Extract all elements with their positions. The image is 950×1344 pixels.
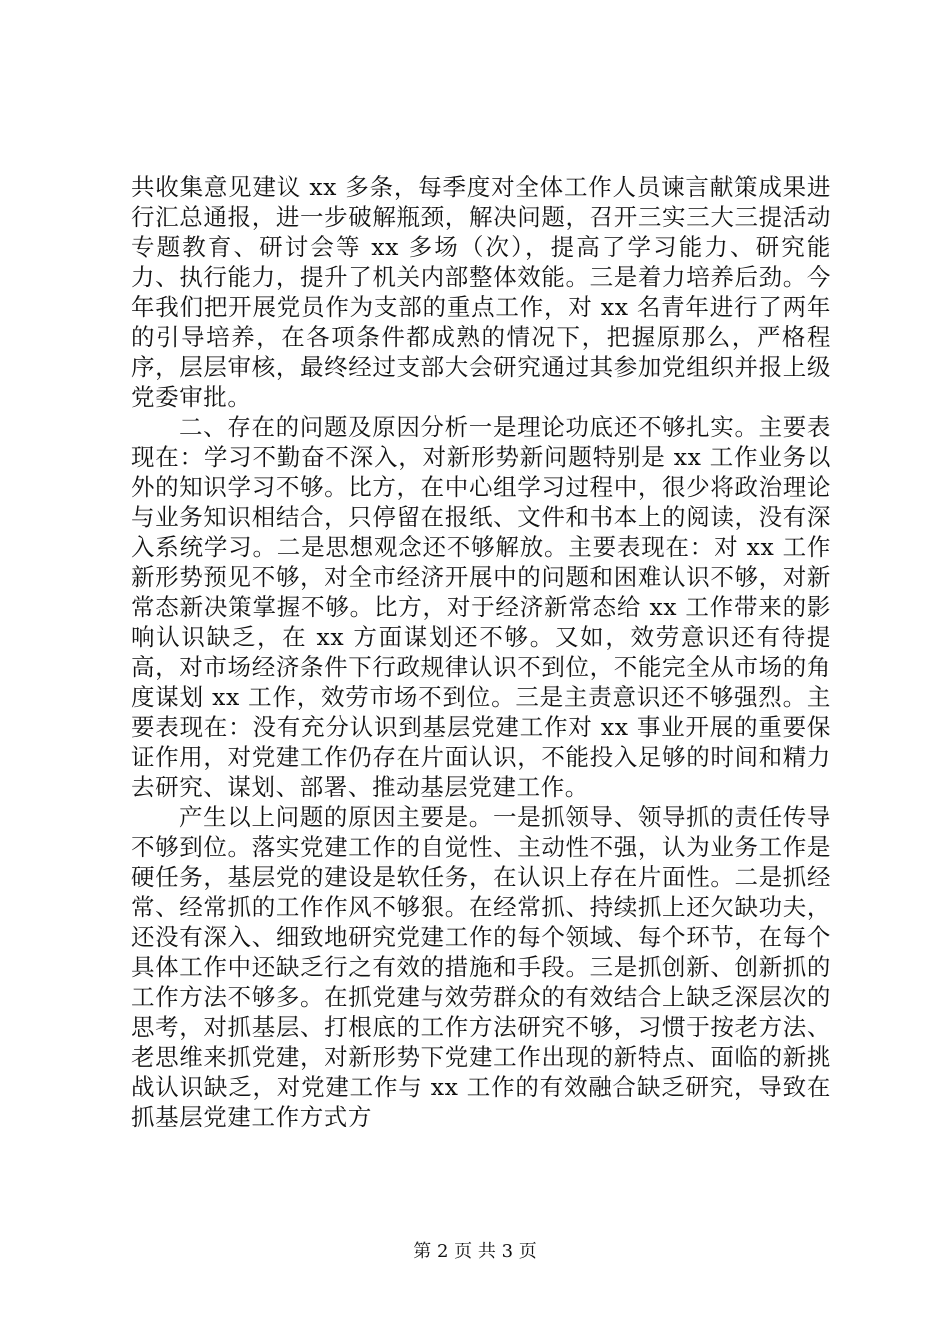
page-number-footer: 第 2 页 共 3 页 [413,1241,537,1262]
paragraph-continuation: 共收集意见建议 xx 多条，每季度对全体工作人员谏言献策成果进行汇总通报，进一步破解瓶颈，解决问题，召开三实三大三提活动专题教育、研讨会等 xx 多场（次），提高了学习能力、研究能力、执行能力，提升了机关内部整体效能。三是着力培养后劲。今年我们把开展党员作为支部的重点工作，对 xx 名青年进行了两年的引导培养，在各项条件都成熟的情况下，把握原那么，严格程序，层层审核，最终经过支部大会研究通过其参加党组织并报上级党委审批。 [131,173,831,411]
document-body [131,172,831,1132]
paragraph-problems-analysis: 二、存在的问题及原因分析一是理论功底还不够扎实。主要表现在：学习不勤奋不深入，对新形势新问题特别是 xx 工作业务以外的知识学习不够。比方，在中心组学习过程中，很少将政治理论与业务知识相结合，只停留在报纸、文件和书本上的阅读，没有深入系统学习。二是思想观念还不够解放。主要表现在：对 xx 工作新形势预见不够，对全市经济开展中的问题和困难认识不够，对新常态新决策掌握不够。比方，对于经济新常态给 xx 工作带来的影响认识缺乏，在 xx 方面谋划还不够。又如，效劳意识还有待提高，对市场经济条件下行政规律认识不到位，不能完全从市场的角度谋划 xx 工作，效劳市场不到位。三是主责意识还不够强烈。主要表现在：没有充分认识到基层党建工作对 xx 事业开展的重要保证作用，对党建工作仍存在片面认识，不能投入足够的时间和精力去研究、谋划、部署、推动基层党建工作。 [131,413,831,801]
paragraph-causes: 产生以上问题的原因主要是。一是抓领导、领导抓的责任传导不够到位。落实党建工作的自觉性、主动性不强，认为业务工作是硬任务，基层党的建设是软任务，在认识上存在片面性。二是抓经常、经常抓的工作作风不够狠。在经常抓、持续抓上还欠缺功夫，还没有深入、细致地研究党建工作的每个领域、每个环节，在每个具体工作中还缺乏行之有效的措施和手段。三是抓创新、创新抓的工作方法不够多。在抓党建与效劳群众的有效结合上缺乏深层次的思考，对抓基层、打根底的工作方法研究不够，习惯于按老方法、老思维来抓党建，对新形势下党建工作出现的新特点、面临的新挑战认识缺乏，对党建工作与 xx 工作的有效融合缺乏研究，导致在抓基层党建工作方式方 [131,803,831,1131]
